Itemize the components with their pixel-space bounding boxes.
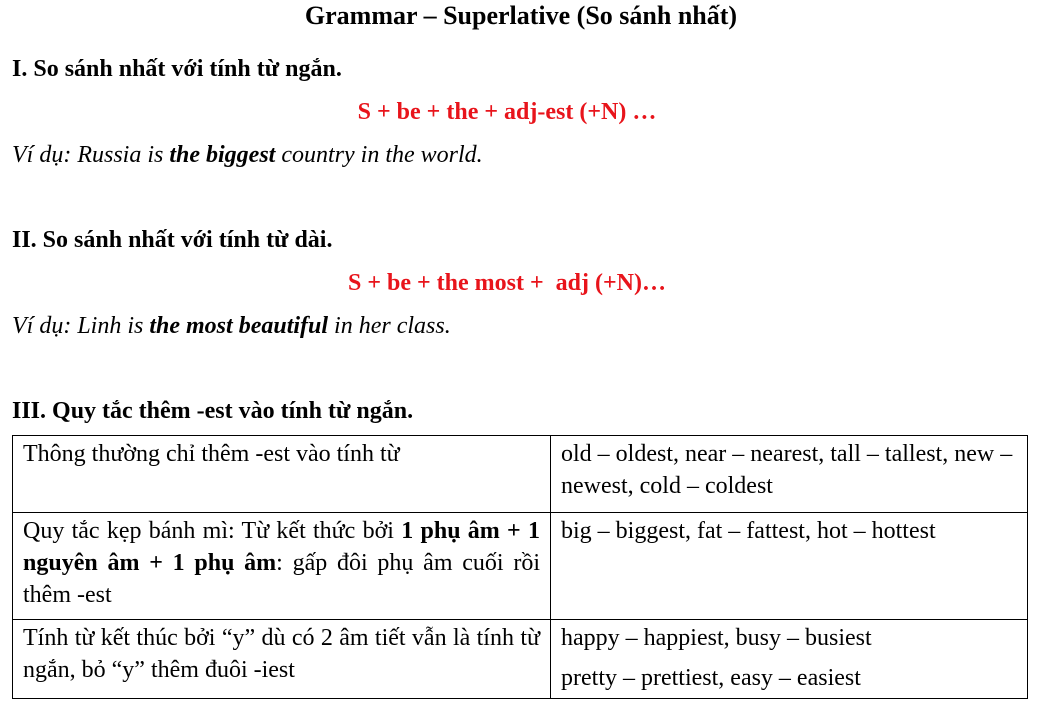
section-1-formula: S + be + the + adj-est (+N) … xyxy=(357,99,657,125)
section-2-heading: II. So sánh nhất với tính từ dài. xyxy=(12,227,333,253)
example-prefix: Ví dụ: Linh is xyxy=(12,313,150,339)
example-suffix: country in the world. xyxy=(275,142,483,168)
rule-cell xyxy=(13,513,551,620)
rule-prefix: Quy tắc kẹp bánh mì: Từ kết thức bởi xyxy=(23,518,402,544)
table-row xyxy=(13,436,1028,513)
rule-emphasis: 1 phụ âm + 1 nguyên âm + 1 phụ âm xyxy=(23,518,540,576)
examples-line-1: happy – happiest, busy – busiest xyxy=(561,625,872,651)
examples-cell xyxy=(551,620,1028,699)
table-row xyxy=(13,513,1028,620)
examples-cell: big – biggest, fat – fattest, hot – hottest xyxy=(551,513,1028,620)
example-suffix: in her class. xyxy=(328,313,451,339)
examples-line-2: pretty – prettiest, easy – easiest xyxy=(561,665,861,691)
section-1-heading: I. So sánh nhất với tính từ ngắn. xyxy=(12,56,342,82)
rule-cell: Tính từ kết thúc bởi “y” dù có 2 âm tiết vẫn là tính từ ngắn, bỏ “y” thêm đuôi -iest xyxy=(13,620,551,699)
rule-cell: Thông thường chỉ thêm -est vào tính từ xyxy=(13,436,551,513)
rules-table xyxy=(12,435,1028,699)
example-emphasis: the biggest xyxy=(169,142,276,168)
examples-cell: old – oldest, near – nearest, tall – tallest, new – newest, cold – coldest xyxy=(551,436,1028,513)
section-3-heading: III. Quy tắc thêm -est vào tính từ ngắn. xyxy=(12,398,414,424)
table-row xyxy=(13,620,1028,699)
page-title: Grammar – Superlative (So sánh nhất) xyxy=(304,1,738,30)
section-2-example xyxy=(12,310,451,342)
rule-suffix: : gấp đôi phụ âm cuối rồi thêm -est xyxy=(23,550,540,608)
section-2-formula: S + be + the most + adj (+N)… xyxy=(347,270,667,296)
example-prefix: Ví dụ: Russia is xyxy=(12,142,170,168)
example-emphasis: the most beautiful xyxy=(149,313,329,339)
section-1-example xyxy=(12,139,483,171)
